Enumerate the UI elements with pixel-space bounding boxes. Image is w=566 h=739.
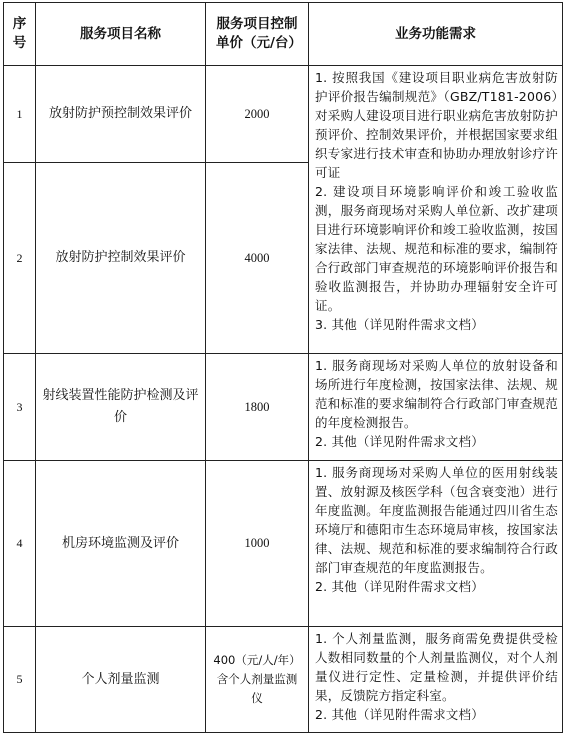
row-seq: 4	[4, 461, 36, 627]
desc-item: 1. 按照我国《建设项目职业病危害放射防护评价报告编制规范》（GBZ/T181-2006）对采购人建设项目进行职业病危害放射防护预评价、控制效果评价，并根据国家要求组织专家进行技术审查和协助办理放射诊疗许可证	[315, 70, 558, 180]
desc-item: 2. 建设项目环境影响评价和竣工验收监测，服务商现场对采购人单位新、改扩建项目进行环境影响评价和竣工验收监测，按国家法律、法规、规范和标准的要求，编制符合行政部门审查规范的环境影响评价报告和验收监测报告，并协助办理辐射安全许可证。	[315, 184, 558, 313]
row-seq: 5	[4, 627, 36, 733]
desc-item: 2. 其他（详见附件需求文档）	[315, 579, 484, 594]
row-service-name: 放射防护控制效果评价	[36, 163, 206, 354]
desc-item: 1. 个人剂量监测，服务商需免费提供受检人数相同数量的个人剂量监测仪，对个人剂量仪进行定性、定量检测，并提供评价结果，反馈院方指定科室。	[315, 631, 558, 703]
header-function: 业务功能需求	[309, 3, 563, 66]
row-function-desc	[309, 354, 563, 461]
row-function-desc	[309, 66, 563, 354]
row-service-name: 射线装置性能防护检测及评价	[36, 354, 206, 461]
table-row	[4, 461, 563, 627]
row-seq: 2	[4, 163, 36, 354]
desc-item: 3. 其他（详见附件需求文档）	[315, 317, 484, 332]
header-price: 服务项目控制单价（元/台）	[206, 3, 309, 66]
desc-item: 1. 服务商现场对采购人单位的放射设备和场所进行年度检测，按国家法律、法规、规范和标准的要求编制符合行政部门审查规范的年度检测报告。	[315, 358, 558, 430]
header-name: 服务项目名称	[36, 3, 206, 66]
header-seq: 序号	[4, 3, 36, 66]
table-row	[4, 354, 563, 461]
table-row	[4, 627, 563, 733]
row-price	[206, 627, 309, 733]
desc-item: 1. 服务商现场对采购人单位的医用射线装置、放射源及核医学科（包含衰变池）进行年度监测。年度监测报告能通过四川省生态环境厅和德阳市生态环境局审核，按国家法律、法规、规范和标准的要求编制符合行政部门审查规范的年度监测报告。	[315, 465, 558, 575]
row-service-name: 机房环境监测及评价	[36, 461, 206, 627]
table-header-row	[4, 3, 563, 66]
row-service-name: 放射防护预控制效果评价	[36, 66, 206, 163]
desc-item: 2. 其他（详见附件需求文档）	[315, 707, 484, 722]
row-seq: 3	[4, 354, 36, 461]
row-price: 2000	[206, 66, 309, 163]
row-price: 4000	[206, 163, 309, 354]
row-function-desc	[309, 627, 563, 733]
row-service-name: 个人剂量监测	[36, 627, 206, 733]
row-price: 1000	[206, 461, 309, 627]
row-function-desc	[309, 461, 563, 627]
row-seq: 1	[4, 66, 36, 163]
service-requirements-table	[3, 2, 563, 733]
desc-item: 2. 其他（详见附件需求文档）	[315, 434, 484, 449]
row-price: 1800	[206, 354, 309, 461]
price-text: 400（元/人/年）含个人剂量监测仪	[213, 653, 301, 705]
table-row	[4, 66, 563, 163]
